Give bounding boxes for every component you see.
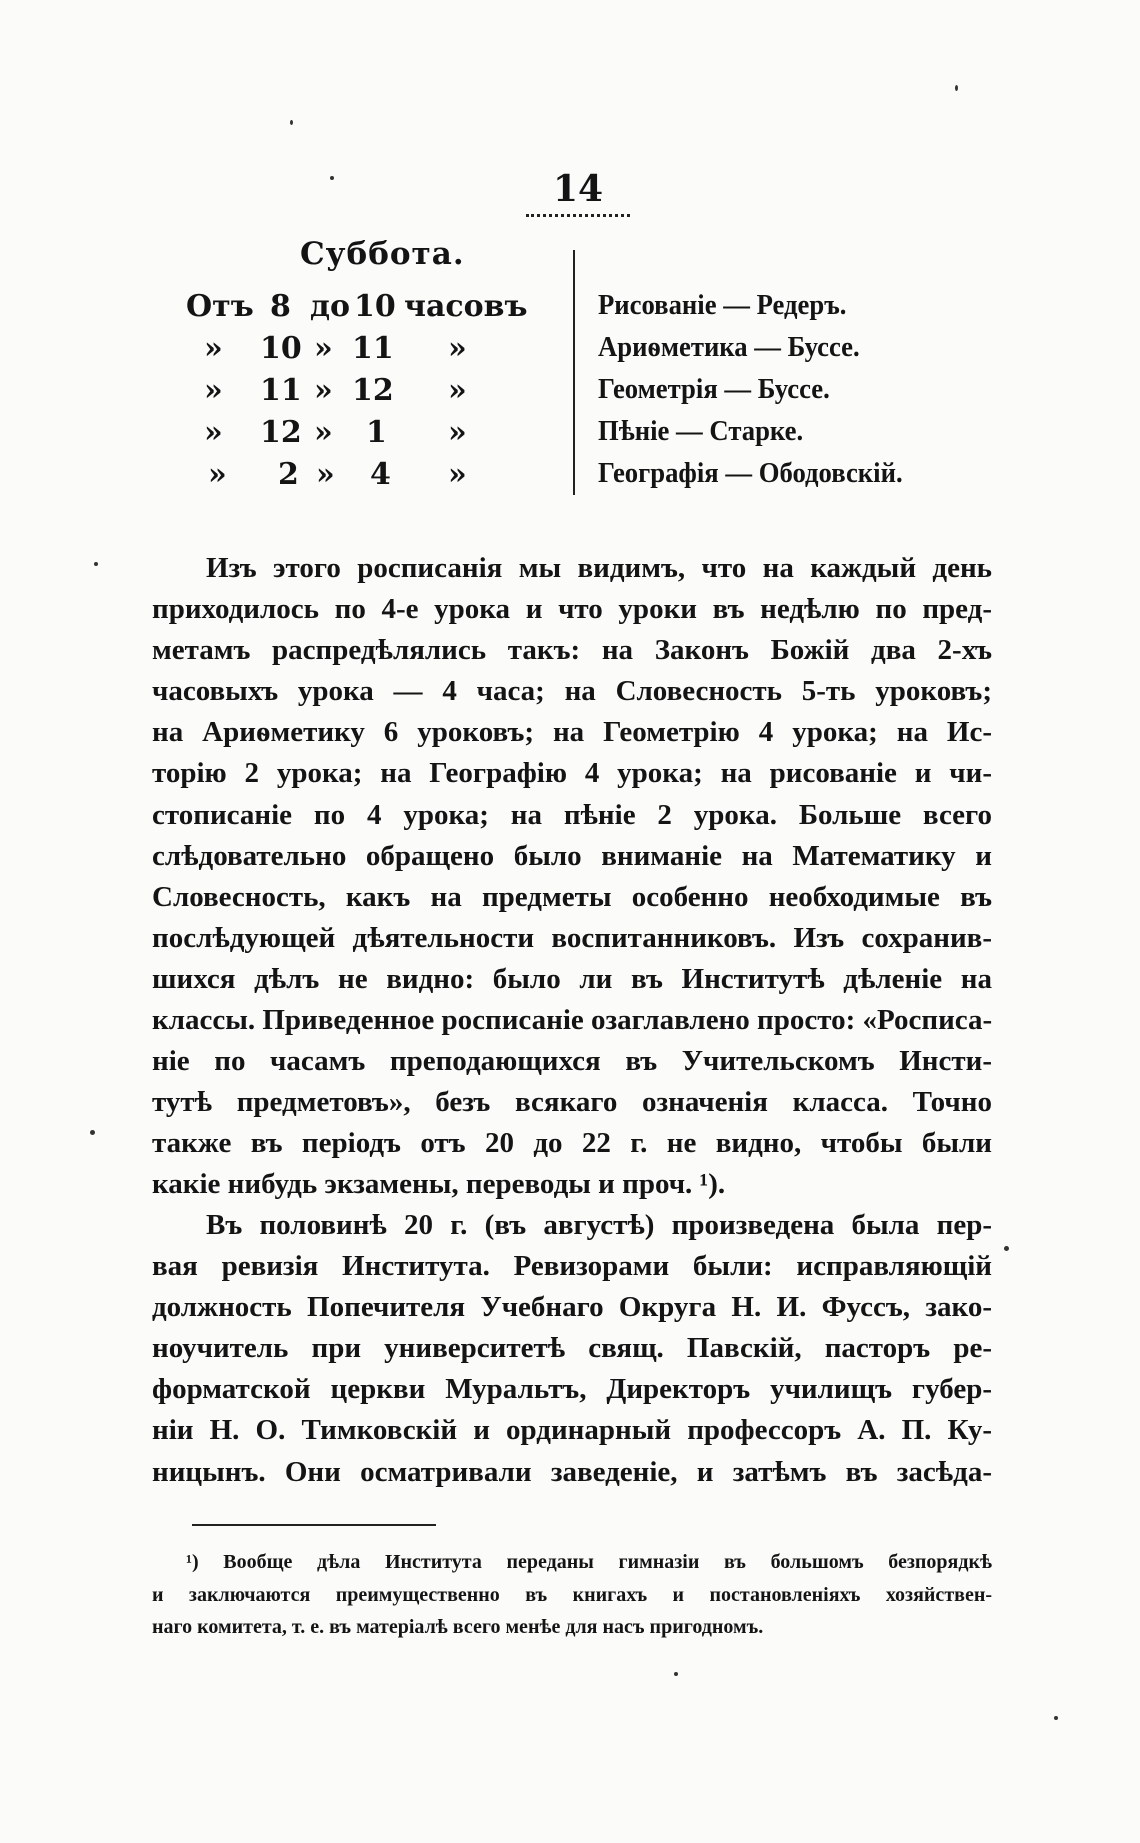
schedule-day-heading: Суббота.	[300, 236, 465, 272]
time-start: 8	[270, 289, 291, 324]
text-line: также въ періодъ отъ 20 до 22 г. не видно, чтобы были	[152, 1127, 992, 1160]
footnote-line: ¹) Вообще дѣла Института переданы гимназіи въ большомъ безпорядкѣ	[186, 1551, 992, 1573]
time-to: до	[310, 289, 351, 324]
text-line: стописаніе по 4 урока; на пѣніе 2 урока. Больше всего	[152, 798, 992, 831]
text-line: Изъ этого росписанія мы видимъ, что на каждый день	[206, 552, 992, 584]
scan-speck	[330, 176, 334, 180]
time-end: 11	[352, 331, 394, 366]
text-line: ноучитель при университетѣ свящ. Павскій, пасторъ ре-	[152, 1332, 992, 1365]
text-line: на Ариѳметику 6 уроковъ; на Геометрію 4 урока; на Ис-	[152, 716, 992, 749]
time-unit: »	[448, 457, 467, 492]
text-line: часовыхъ урока — 4 часа; на Словесность 5-ть уроковъ;	[152, 675, 992, 708]
text-line: послѣдующей дѣятельности воспитанниковъ. Изъ сохранив-	[152, 921, 992, 954]
time-start: 10	[260, 331, 302, 366]
text-line: классы. Приведенное росписаніе озаглавлено просто: «Росписа-	[152, 1004, 993, 1037]
schedule-divider	[573, 250, 575, 495]
schedule-time-row	[186, 289, 526, 329]
footnote-line: наго комитета, т. е. въ матеріалѣ всего менѣе для насъ пригодномъ.	[152, 1616, 764, 1638]
time-end: 1	[366, 415, 387, 450]
schedule-time-row	[186, 331, 526, 371]
time-to: »	[314, 373, 333, 408]
scan-speck	[1004, 1246, 1009, 1251]
time-end: 10	[354, 289, 396, 324]
time-end: 12	[352, 373, 394, 408]
time-unit: часовъ	[404, 289, 528, 324]
schedule-subject: Геометрія — Буссе.	[598, 373, 830, 405]
time-start: 11	[260, 373, 302, 408]
time-from: »	[208, 457, 227, 492]
text-line: шихся дѣлъ не видно: было ли въ Институтѣ дѣленіе на	[152, 962, 992, 995]
scan-speck	[94, 562, 98, 566]
footnote-line: и заключаются преимущественно въ книгахъ и постановленіяхъ хозяйствен-	[152, 1583, 992, 1606]
scan-speck	[674, 1672, 678, 1676]
time-to: »	[314, 331, 333, 366]
text-line: ницынъ. Они осматривали заведеніе, и затѣмъ въ засѣда-	[152, 1455, 992, 1488]
scan-speck	[955, 85, 958, 91]
time-from: »	[204, 331, 223, 366]
time-to: »	[314, 415, 333, 450]
text-line: должность Попечителя Учебнаго Округа Н. И. Фуссъ, зако-	[152, 1291, 992, 1324]
time-to: »	[316, 457, 335, 492]
schedule-subject: Пѣніе — Старке.	[598, 415, 804, 447]
schedule-subject: Рисованіе — Редеръ.	[598, 289, 847, 321]
text-line: торію 2 урока; на Географію 4 урока; на рисованіе и чи-	[152, 757, 992, 790]
text-line: какіе нибудь экзамены, переводы и проч. ¹).	[152, 1168, 726, 1201]
footnote	[152, 1546, 992, 1644]
text-line: ніе по часамъ преподающихся въ Учительскомъ Инсти-	[152, 1045, 992, 1078]
text-line: тутѣ предметовъ», безъ всякаго означенія класса. Точно	[152, 1086, 992, 1119]
time-end: 4	[370, 457, 391, 492]
paragraph-2	[152, 1205, 992, 1493]
text-line: ніи Н. О. Тимковскій и ординарный профессоръ А. П. Ку-	[152, 1414, 992, 1447]
schedule-time-row	[186, 415, 526, 455]
text-line: Въ половинѣ 20 г. (въ августѣ) произведена была пер-	[206, 1209, 992, 1241]
time-start: 2	[278, 457, 299, 492]
text-line: метамъ распредѣлялись такъ: на Законъ Божій два 2-хъ	[152, 634, 992, 667]
scan-speck	[90, 1130, 95, 1135]
schedule-time-row	[186, 457, 526, 497]
time-start: 12	[260, 415, 302, 450]
time-from: Отъ	[186, 289, 254, 324]
schedule-subject: Географія — Ободовскій.	[598, 457, 903, 489]
time-unit: »	[448, 331, 467, 366]
text-line: слѣдовательно обращено было вниманіе на Математику и	[152, 839, 992, 872]
text-line: Словесность, какъ на предметы особенно необходимые въ	[152, 880, 992, 913]
page-number-rule	[526, 214, 630, 217]
text-line: форматской церкви Муральтъ, Директоръ училищъ губер-	[152, 1373, 992, 1406]
footnote-rule	[192, 1524, 436, 1526]
time-unit: »	[448, 415, 467, 450]
text-line: приходилось по 4-е урока и что уроки въ недѣлю по пред-	[152, 593, 992, 626]
scan-speck	[1054, 1716, 1058, 1720]
time-from: »	[204, 415, 223, 450]
scan-speck	[290, 120, 293, 125]
time-from: »	[204, 373, 223, 408]
page-number: 14	[552, 168, 604, 210]
paragraph-1	[152, 548, 992, 1206]
time-unit: »	[448, 373, 467, 408]
schedule-time-row	[186, 373, 526, 413]
schedule-subject: Ариѳметика — Буссе.	[598, 331, 860, 363]
text-line: вая ревизія Института. Ревизорами были: исправляющій	[152, 1250, 992, 1283]
